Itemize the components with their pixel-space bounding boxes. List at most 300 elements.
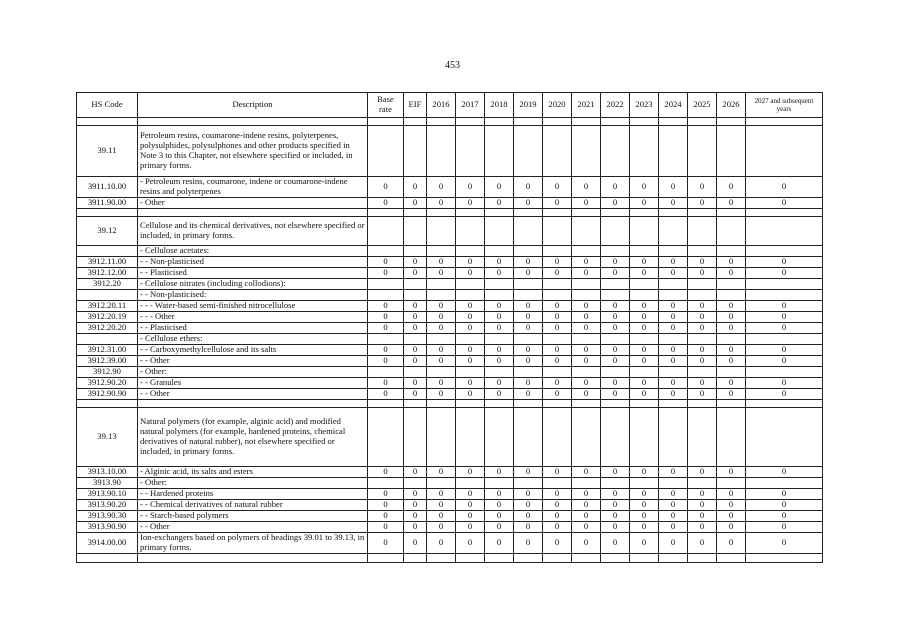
rate-cell	[485, 367, 514, 378]
rate-cell: 0	[746, 533, 823, 554]
rate-cell: 0	[404, 312, 427, 323]
rate-cell	[630, 279, 659, 290]
table-row	[77, 334, 823, 345]
rate-cell: 0	[746, 257, 823, 268]
rate-cell: 0	[601, 500, 630, 511]
rate-cell: 0	[688, 268, 717, 279]
rate-cell: 0	[427, 301, 456, 312]
description-cell: - Other:	[138, 478, 368, 489]
table-row	[77, 467, 823, 478]
rate-cell	[688, 118, 717, 126]
rate-cell	[368, 279, 404, 290]
rate-cell	[746, 478, 823, 489]
rate-cell: 0	[456, 312, 485, 323]
rate-cell	[368, 118, 404, 126]
hs-code-cell: 3911.10.00	[77, 177, 138, 198]
rate-cell: 0	[456, 511, 485, 522]
column-header: Description	[138, 93, 368, 118]
rate-cell: 0	[717, 198, 746, 209]
rate-cell	[456, 290, 485, 301]
rate-cell	[543, 118, 572, 126]
rate-cell: 0	[368, 345, 404, 356]
rate-cell: 0	[572, 257, 601, 268]
rate-cell	[456, 554, 485, 563]
rate-cell	[404, 400, 427, 408]
rate-cell	[404, 408, 427, 467]
table-row	[77, 356, 823, 367]
rate-cell	[543, 478, 572, 489]
rate-cell: 0	[485, 356, 514, 367]
column-header: 2020	[543, 93, 572, 118]
hs-code-cell: 3912.12.00	[77, 268, 138, 279]
rate-cell: 0	[601, 489, 630, 500]
rate-cell	[717, 478, 746, 489]
rate-cell: 0	[717, 257, 746, 268]
rate-cell	[368, 217, 404, 246]
rate-cell	[659, 367, 688, 378]
rate-cell	[630, 554, 659, 563]
rate-cell	[601, 126, 630, 177]
rate-cell: 0	[746, 268, 823, 279]
rate-cell: 0	[688, 301, 717, 312]
rate-cell	[601, 400, 630, 408]
rate-cell: 0	[572, 489, 601, 500]
rate-cell	[572, 126, 601, 177]
rate-cell: 0	[485, 489, 514, 500]
rate-cell	[514, 334, 543, 345]
rate-cell: 0	[746, 177, 823, 198]
rate-cell	[746, 217, 823, 246]
rate-cell: 0	[572, 268, 601, 279]
hs-code-cell: 3912.39.00	[77, 356, 138, 367]
column-header: Base rate	[368, 93, 404, 118]
column-header: 2026	[717, 93, 746, 118]
rate-cell	[404, 554, 427, 563]
rate-cell: 0	[427, 198, 456, 209]
rate-cell	[659, 400, 688, 408]
hs-code-cell: 3912.20.20	[77, 323, 138, 334]
rate-cell	[543, 334, 572, 345]
description-cell: Natural polymers (for example, alginic acid) and modified natural polymers (for example, hardened proteins, chemical derivatives of natural rubber), not elsewhere specified or included, in primary forms.	[138, 408, 368, 467]
description-cell: - - Granules	[138, 378, 368, 389]
rate-cell	[514, 554, 543, 563]
rate-cell: 0	[659, 389, 688, 400]
rate-cell: 0	[717, 522, 746, 533]
table-row	[77, 312, 823, 323]
rate-cell	[514, 126, 543, 177]
description-cell: - Alginic acid, its salts and esters	[138, 467, 368, 478]
table-row	[77, 554, 823, 563]
rate-cell: 0	[404, 356, 427, 367]
rate-cell: 0	[404, 257, 427, 268]
rate-cell: 0	[404, 198, 427, 209]
rate-cell: 0	[427, 312, 456, 323]
rate-cell: 0	[717, 268, 746, 279]
rate-cell: 0	[746, 389, 823, 400]
rate-cell	[601, 246, 630, 257]
rate-cell: 0	[456, 533, 485, 554]
rate-cell: 0	[717, 489, 746, 500]
rate-cell: 0	[630, 489, 659, 500]
rate-cell: 0	[717, 378, 746, 389]
rate-cell: 0	[427, 345, 456, 356]
rate-cell: 0	[688, 198, 717, 209]
rate-cell	[688, 478, 717, 489]
rate-cell	[404, 209, 427, 217]
rate-cell: 0	[456, 301, 485, 312]
rate-cell: 0	[717, 177, 746, 198]
rate-cell: 0	[485, 257, 514, 268]
table-row	[77, 478, 823, 489]
rate-cell	[514, 217, 543, 246]
rate-cell	[427, 400, 456, 408]
rate-cell: 0	[630, 378, 659, 389]
rate-cell: 0	[688, 378, 717, 389]
rate-cell: 0	[404, 323, 427, 334]
rate-cell	[543, 279, 572, 290]
description-cell	[138, 400, 368, 408]
rate-cell	[717, 408, 746, 467]
rate-cell	[572, 367, 601, 378]
rate-cell	[688, 290, 717, 301]
rate-cell: 0	[427, 533, 456, 554]
rate-cell: 0	[688, 467, 717, 478]
table-row	[77, 378, 823, 389]
rate-cell	[368, 408, 404, 467]
rate-cell: 0	[688, 389, 717, 400]
rate-cell	[485, 554, 514, 563]
rate-cell	[368, 290, 404, 301]
hs-code-cell: 3913.90.30	[77, 511, 138, 522]
rate-cell	[572, 334, 601, 345]
rate-cell: 0	[659, 356, 688, 367]
hs-code-cell: 3912.90	[77, 367, 138, 378]
column-header: 2021	[572, 93, 601, 118]
hs-code-cell: 39.13	[77, 408, 138, 467]
rate-cell	[404, 478, 427, 489]
rate-cell: 0	[368, 268, 404, 279]
description-cell: - Other	[138, 198, 368, 209]
rate-cell	[543, 246, 572, 257]
rate-cell: 0	[601, 268, 630, 279]
rate-cell	[368, 478, 404, 489]
rate-cell: 0	[601, 511, 630, 522]
hs-code-cell: 3912.90.90	[77, 389, 138, 400]
rate-cell	[543, 408, 572, 467]
rate-cell	[688, 246, 717, 257]
rate-cell: 0	[746, 345, 823, 356]
rate-cell: 0	[659, 257, 688, 268]
rate-cell	[746, 209, 823, 217]
rate-cell	[717, 118, 746, 126]
rate-cell: 0	[404, 522, 427, 533]
rate-cell	[404, 246, 427, 257]
table-row	[77, 198, 823, 209]
description-cell: - - Other	[138, 389, 368, 400]
rate-cell: 0	[630, 268, 659, 279]
hs-code-cell: 3912.20.19	[77, 312, 138, 323]
rate-cell	[485, 400, 514, 408]
rate-cell: 0	[404, 500, 427, 511]
rate-cell: 0	[427, 522, 456, 533]
hs-code-cell: 3913.90.10	[77, 489, 138, 500]
rate-cell	[601, 217, 630, 246]
table-row	[77, 301, 823, 312]
rate-cell: 0	[456, 198, 485, 209]
column-header: HS Code	[77, 93, 138, 118]
rate-cell: 0	[427, 389, 456, 400]
rate-cell: 0	[404, 489, 427, 500]
description-cell: - - - Other	[138, 312, 368, 323]
rate-cell: 0	[543, 177, 572, 198]
rate-cell: 0	[427, 500, 456, 511]
rate-cell: 0	[368, 323, 404, 334]
rate-cell: 0	[601, 522, 630, 533]
rate-cell	[543, 217, 572, 246]
rate-cell	[601, 554, 630, 563]
rate-cell: 0	[456, 500, 485, 511]
column-header: 2022	[601, 93, 630, 118]
rate-cell: 0	[456, 177, 485, 198]
rate-cell	[427, 290, 456, 301]
description-cell: Petroleum resins, coumarone-indene resins, polyterpenes, polysulphides, polysulphones and other products specified in Note 3 to this Chapter, not elsewhere specified or included, in primary forms.	[138, 126, 368, 177]
table-row	[77, 257, 823, 268]
rate-cell	[746, 408, 823, 467]
hs-code-cell	[77, 290, 138, 301]
rate-cell	[717, 126, 746, 177]
rate-cell: 0	[630, 356, 659, 367]
rate-cell	[688, 408, 717, 467]
table-row	[77, 522, 823, 533]
rate-cell: 0	[427, 511, 456, 522]
column-header: 2025	[688, 93, 717, 118]
rate-cell: 0	[572, 177, 601, 198]
rate-cell: 0	[543, 389, 572, 400]
rate-cell: 0	[659, 301, 688, 312]
rate-cell: 0	[514, 467, 543, 478]
rate-cell: 0	[572, 389, 601, 400]
rate-cell: 0	[456, 323, 485, 334]
rate-cell: 0	[514, 356, 543, 367]
rate-cell: 0	[746, 312, 823, 323]
rate-cell: 0	[659, 511, 688, 522]
rate-cell: 0	[630, 467, 659, 478]
rate-cell: 0	[368, 533, 404, 554]
rate-cell	[543, 400, 572, 408]
rate-cell: 0	[572, 378, 601, 389]
rate-cell	[572, 246, 601, 257]
hs-code-cell: 3913.10.00	[77, 467, 138, 478]
rate-cell: 0	[543, 356, 572, 367]
rate-cell	[601, 367, 630, 378]
rate-cell	[456, 118, 485, 126]
rate-cell: 0	[688, 522, 717, 533]
rate-cell	[404, 290, 427, 301]
rate-cell: 0	[717, 323, 746, 334]
column-header: 2023	[630, 93, 659, 118]
rate-cell: 0	[543, 323, 572, 334]
rate-cell	[659, 126, 688, 177]
rate-cell: 0	[456, 356, 485, 367]
rate-cell: 0	[659, 345, 688, 356]
rate-cell	[601, 209, 630, 217]
rate-cell	[630, 367, 659, 378]
description-cell: - - Other	[138, 356, 368, 367]
rate-cell	[543, 209, 572, 217]
description-cell: Ion-exchangers based on polymers of headings 39.01 to 39.13, in primary forms.	[138, 533, 368, 554]
hs-code-cell	[77, 334, 138, 345]
rate-cell: 0	[659, 522, 688, 533]
description-cell: - - Non-plasticised:	[138, 290, 368, 301]
rate-cell: 0	[572, 198, 601, 209]
rate-cell	[688, 334, 717, 345]
rate-cell	[630, 217, 659, 246]
rate-cell: 0	[659, 268, 688, 279]
rate-cell: 0	[368, 312, 404, 323]
rate-cell	[659, 246, 688, 257]
rate-cell	[514, 400, 543, 408]
rate-cell: 0	[572, 312, 601, 323]
table-row	[77, 400, 823, 408]
rate-cell	[572, 554, 601, 563]
table-row	[77, 500, 823, 511]
rate-cell	[404, 217, 427, 246]
rate-cell	[368, 334, 404, 345]
hs-code-cell	[77, 400, 138, 408]
rate-cell: 0	[572, 345, 601, 356]
rate-cell	[746, 367, 823, 378]
rate-cell: 0	[485, 533, 514, 554]
rate-cell: 0	[659, 312, 688, 323]
rate-cell	[601, 279, 630, 290]
description-cell: - Cellulose acetates:	[138, 246, 368, 257]
rate-cell: 0	[688, 511, 717, 522]
rate-cell	[572, 408, 601, 467]
rate-cell	[688, 367, 717, 378]
rate-cell: 0	[688, 323, 717, 334]
rate-cell: 0	[543, 467, 572, 478]
rate-cell	[368, 367, 404, 378]
rate-cell	[543, 554, 572, 563]
rate-cell	[572, 217, 601, 246]
rate-cell: 0	[543, 500, 572, 511]
rate-cell	[456, 408, 485, 467]
rate-cell: 0	[368, 301, 404, 312]
rate-cell	[456, 279, 485, 290]
rate-cell: 0	[485, 522, 514, 533]
rate-cell: 0	[485, 177, 514, 198]
description-cell	[138, 209, 368, 217]
table-body	[77, 118, 823, 563]
rate-cell: 0	[659, 323, 688, 334]
rate-cell: 0	[514, 511, 543, 522]
rate-cell	[688, 217, 717, 246]
rate-cell	[688, 554, 717, 563]
rate-cell	[659, 334, 688, 345]
rate-cell	[427, 367, 456, 378]
rate-cell: 0	[514, 198, 543, 209]
rate-cell	[746, 279, 823, 290]
rate-cell: 0	[404, 345, 427, 356]
table-row	[77, 408, 823, 467]
rate-cell: 0	[514, 378, 543, 389]
description-cell: - - Other	[138, 522, 368, 533]
rate-cell: 0	[659, 198, 688, 209]
rate-cell: 0	[485, 500, 514, 511]
description-cell: - - Starch-based polymers	[138, 511, 368, 522]
table-row	[77, 209, 823, 217]
rate-cell: 0	[688, 177, 717, 198]
rate-cell	[427, 279, 456, 290]
rate-cell	[659, 279, 688, 290]
rate-cell: 0	[514, 389, 543, 400]
rate-cell	[514, 118, 543, 126]
table-row	[77, 126, 823, 177]
column-header: EIF	[404, 93, 427, 118]
rate-cell: 0	[404, 389, 427, 400]
hs-code-cell: 3912.90.20	[77, 378, 138, 389]
rate-cell: 0	[630, 533, 659, 554]
rate-cell: 0	[717, 500, 746, 511]
rate-cell	[746, 554, 823, 563]
column-header: 2017	[456, 93, 485, 118]
rate-cell: 0	[485, 378, 514, 389]
description-cell: - - Chemical derivatives of natural rubber	[138, 500, 368, 511]
rate-cell: 0	[543, 522, 572, 533]
rate-cell: 0	[543, 345, 572, 356]
rate-cell: 0	[601, 301, 630, 312]
rate-cell	[717, 367, 746, 378]
table-row	[77, 177, 823, 198]
rate-cell: 0	[427, 467, 456, 478]
rate-cell	[688, 279, 717, 290]
rate-cell	[514, 408, 543, 467]
rate-cell: 0	[368, 467, 404, 478]
rate-cell: 0	[746, 500, 823, 511]
description-cell	[138, 554, 368, 563]
rate-cell	[746, 246, 823, 257]
rate-cell: 0	[514, 301, 543, 312]
rate-cell	[427, 209, 456, 217]
rate-cell: 0	[485, 323, 514, 334]
rate-cell: 0	[368, 500, 404, 511]
column-header: 2016	[427, 93, 456, 118]
rate-cell	[601, 118, 630, 126]
rate-cell	[572, 290, 601, 301]
rate-cell: 0	[514, 522, 543, 533]
rate-cell	[630, 334, 659, 345]
rate-cell: 0	[630, 345, 659, 356]
rate-cell: 0	[543, 378, 572, 389]
rate-cell	[659, 290, 688, 301]
rate-cell: 0	[404, 511, 427, 522]
rate-cell	[456, 209, 485, 217]
rate-cell: 0	[427, 356, 456, 367]
table-row	[77, 323, 823, 334]
rate-cell	[427, 118, 456, 126]
hs-code-cell	[77, 209, 138, 217]
rate-cell: 0	[601, 312, 630, 323]
rate-cell: 0	[368, 511, 404, 522]
rate-cell	[427, 408, 456, 467]
hs-code-cell: 3912.20	[77, 279, 138, 290]
rate-cell: 0	[368, 489, 404, 500]
rate-cell: 0	[659, 378, 688, 389]
rate-cell	[717, 554, 746, 563]
rate-cell: 0	[543, 268, 572, 279]
rate-cell: 0	[601, 345, 630, 356]
rate-cell: 0	[543, 533, 572, 554]
